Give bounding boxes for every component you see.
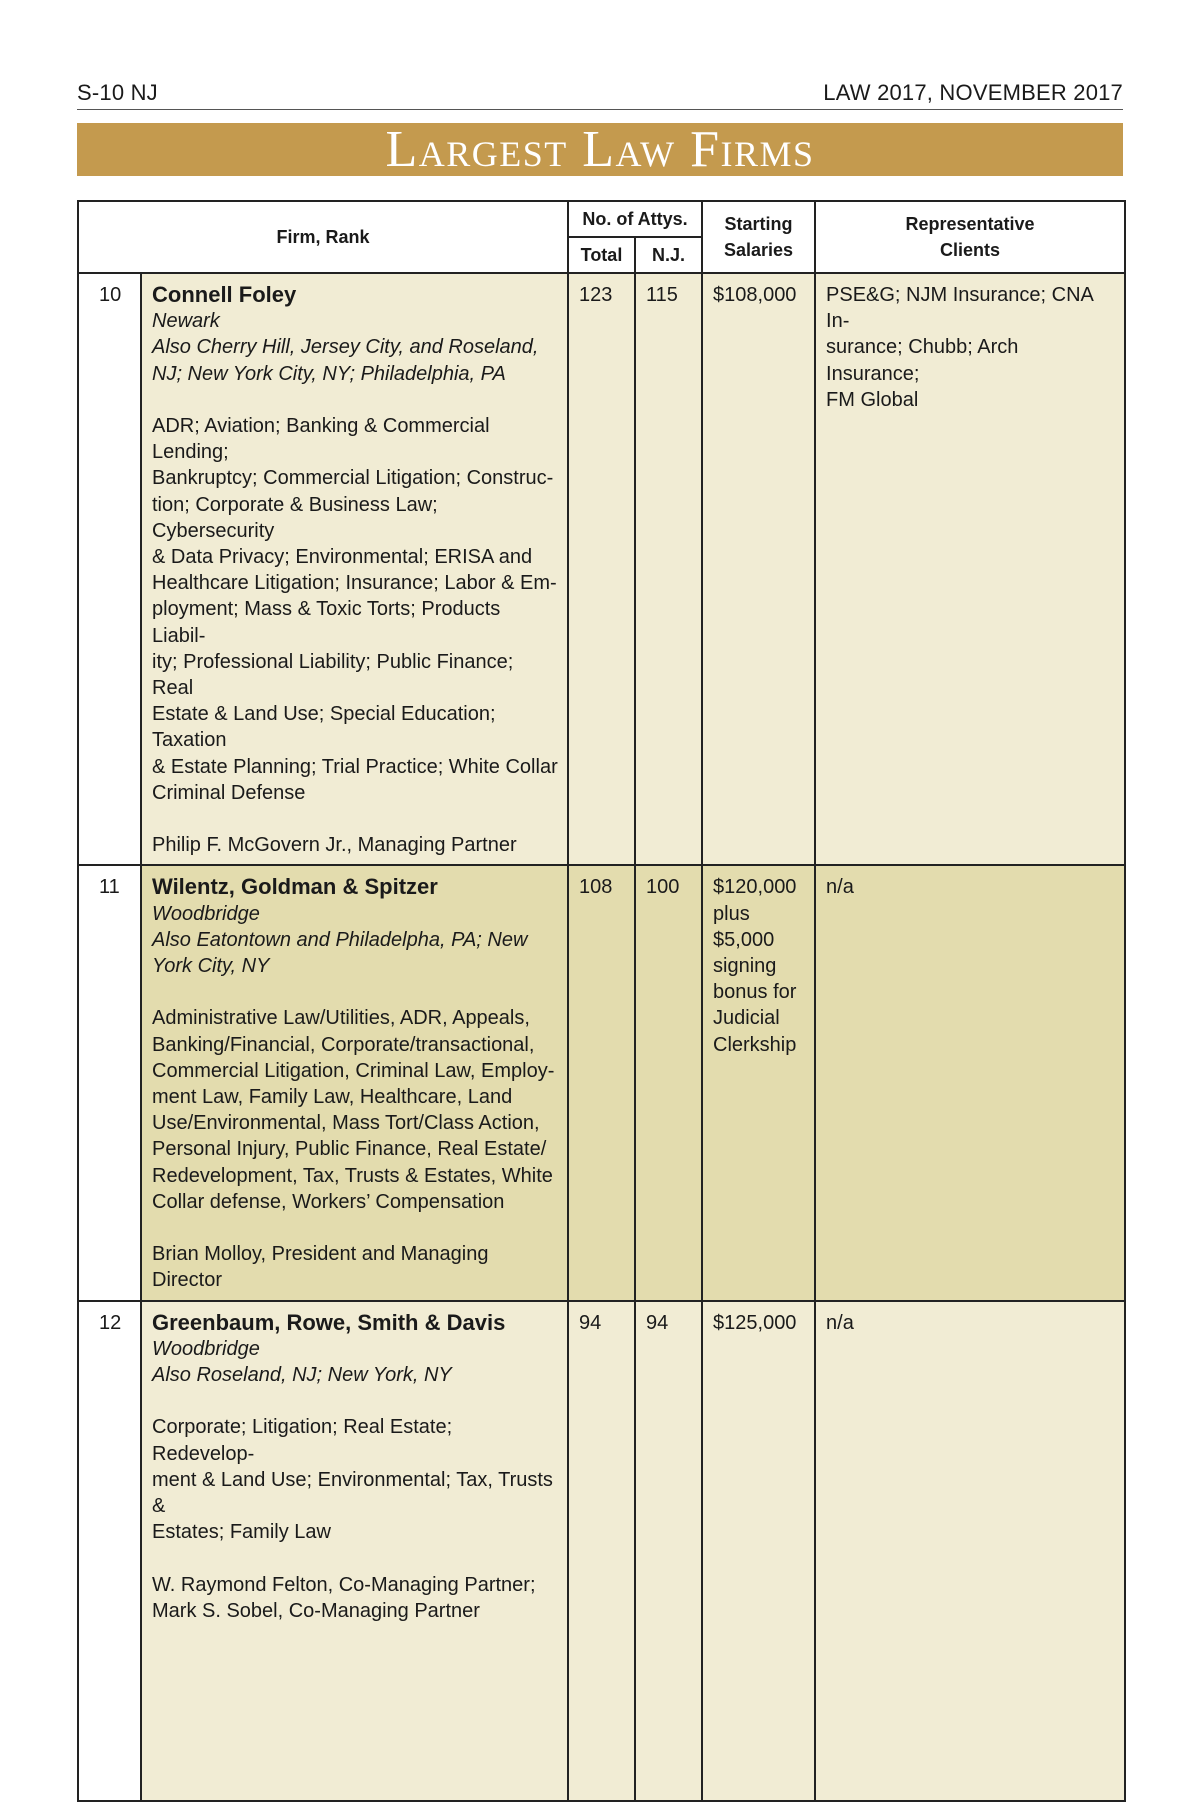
practice-line: Commercial Litigation, Criminal Law, Employ-: [152, 1059, 555, 1082]
clients-line: n/a: [826, 1311, 854, 1334]
firm-also-offices: Also Eatontown and Philadelpha, PA; New: [152, 928, 528, 951]
table-row: [78, 865, 1125, 1300]
practice-line: Redevelopment, Tax, Trusts & Estates, White: [152, 1164, 553, 1187]
page-number-label: S-10 NJ: [77, 80, 158, 105]
practice-line: ment & Land Use; Environmental; Tax, Trusts &: [152, 1468, 553, 1518]
rank-cell: 12: [78, 1301, 141, 1801]
firm-also-offices: Also Cherry Hill, Jersey City, and Roseland,: [152, 336, 539, 359]
rank-cell: 11: [78, 865, 141, 1300]
practice-line: ADR; Aviation; Banking & Commercial Lending;: [152, 415, 490, 464]
law-firms-table: [77, 200, 1126, 1802]
salary-line: Clerkship: [713, 1033, 797, 1056]
clients-line: n/a: [826, 876, 854, 899]
practice-line: tion; Corporate & Business Law; Cybersecurity: [152, 493, 438, 542]
firm-info-cell: [141, 1301, 568, 1801]
header-no-of-attys: No. of Attys.: [568, 201, 702, 237]
total-attys-cell: 123: [568, 273, 635, 865]
starting-salary-cell: [702, 1301, 815, 1801]
nj-attys-cell: 94: [635, 1301, 702, 1801]
publication-label: LAW 2017, NOVEMBER 2017: [823, 80, 1123, 105]
clients-cell: [815, 1301, 1125, 1801]
firm-also-offices: Also Roseland, NJ; New York, NY: [152, 1364, 452, 1387]
table-row: [78, 273, 1125, 865]
practice-line: Estate & Land Use; Special Education; Taxation: [152, 703, 496, 752]
header-starting-salaries-line1: Starting: [724, 214, 793, 234]
header-representative-clients-line2: Clients: [940, 240, 1001, 260]
firm-city: Newark: [152, 310, 220, 333]
practice-line: Banking/Financial, Corporate/transactional,: [152, 1033, 535, 1056]
total-attys-cell: 94: [568, 1301, 635, 1801]
page-title: Largest Law Firms: [385, 121, 815, 178]
firm-info-cell: [141, 865, 568, 1300]
salary-line: Judicial: [713, 1007, 780, 1030]
clients-line: PSE&G; NJM Insurance; CNA In-: [826, 284, 1093, 333]
firm-leader: Brian Molloy, President and Managing Director: [152, 1243, 489, 1292]
salary-line: plus $5,000: [713, 902, 775, 951]
table-row: [78, 1301, 1125, 1801]
practice-line: ployment; Mass & Toxic Torts; Products Liabil-: [152, 598, 501, 647]
clients-line: surance; Chubb; Arch Insurance;: [826, 336, 1019, 385]
firm-name: Connell Foley: [152, 282, 297, 307]
practice-line: & Estate Planning; Trial Practice; White Collar: [152, 755, 558, 778]
practice-line: Corporate; Litigation; Real Estate; Redevelop-: [152, 1416, 453, 1465]
header-firm-rank: Firm, Rank: [78, 201, 568, 273]
practice-line: Collar defense, Workers’ Compensation: [152, 1190, 505, 1213]
practice-line: Use/Environmental, Mass Tort/Class Action,: [152, 1112, 540, 1135]
clients-cell: [815, 865, 1125, 1300]
header-nj: N.J.: [635, 237, 702, 273]
clients-cell: [815, 273, 1125, 865]
firm-leader: W. Raymond Felton, Co-Managing Partner;: [152, 1573, 536, 1596]
firm-also-offices: NJ; New York City, NY; Philadelphia, PA: [152, 362, 506, 385]
header-representative-clients: [815, 201, 1125, 273]
salary-line: $108,000: [713, 284, 797, 306]
page-header: [77, 78, 1123, 110]
practice-line: Personal Injury, Public Finance, Real Estate/: [152, 1138, 547, 1161]
starting-salary-cell: [702, 273, 815, 865]
practice-line: Estates; Family Law: [152, 1521, 331, 1544]
firm-info-cell: [141, 273, 568, 865]
firm-leader: Mark S. Sobel, Co-Managing Partner: [152, 1599, 480, 1622]
practice-line: Bankruptcy; Commercial Litigation; Construc-: [152, 467, 554, 490]
nj-attys-cell: 115: [635, 273, 702, 865]
header-starting-salaries-line2: Salaries: [723, 240, 794, 260]
practice-line: ity; Professional Liability; Public Finance; Real: [152, 650, 514, 700]
practice-line: ment Law, Family Law, Healthcare, Land: [152, 1086, 513, 1109]
firm-name: Wilentz, Goldman & Spitzer: [152, 874, 438, 900]
salary-line: $120,000: [713, 876, 797, 899]
salary-line: bonus for: [713, 981, 797, 1004]
clients-line: FM Global: [826, 388, 919, 411]
nj-attys-cell: 100: [635, 865, 702, 1300]
firm-also-offices: York City, NY: [152, 955, 270, 978]
title-banner: [77, 123, 1123, 176]
header-representative-clients-line1: Representative: [905, 214, 1035, 234]
salary-line: signing: [713, 955, 777, 978]
header-total: Total: [568, 237, 635, 273]
starting-salary-cell: [702, 865, 815, 1300]
firm-name: Greenbaum, Rowe, Smith & Davis: [152, 1309, 506, 1335]
header-starting-salaries: [702, 201, 815, 273]
practice-line: Healthcare Litigation; Insurance; Labor & Em-: [152, 572, 557, 595]
firm-leader: Philip F. McGovern Jr., Managing Partner: [152, 834, 517, 857]
salary-line: $125,000: [713, 1311, 797, 1334]
practice-line: Criminal Defense: [152, 781, 306, 804]
rank-cell: 10: [78, 273, 141, 865]
total-attys-cell: 108: [568, 865, 635, 1300]
practice-line: Administrative Law/Utilities, ADR, Appeals,: [152, 1007, 530, 1030]
practice-line: & Data Privacy; Environmental; ERISA and: [152, 546, 533, 569]
firm-city: Woodbridge: [152, 1337, 260, 1360]
firm-city: Woodbridge: [152, 902, 260, 925]
